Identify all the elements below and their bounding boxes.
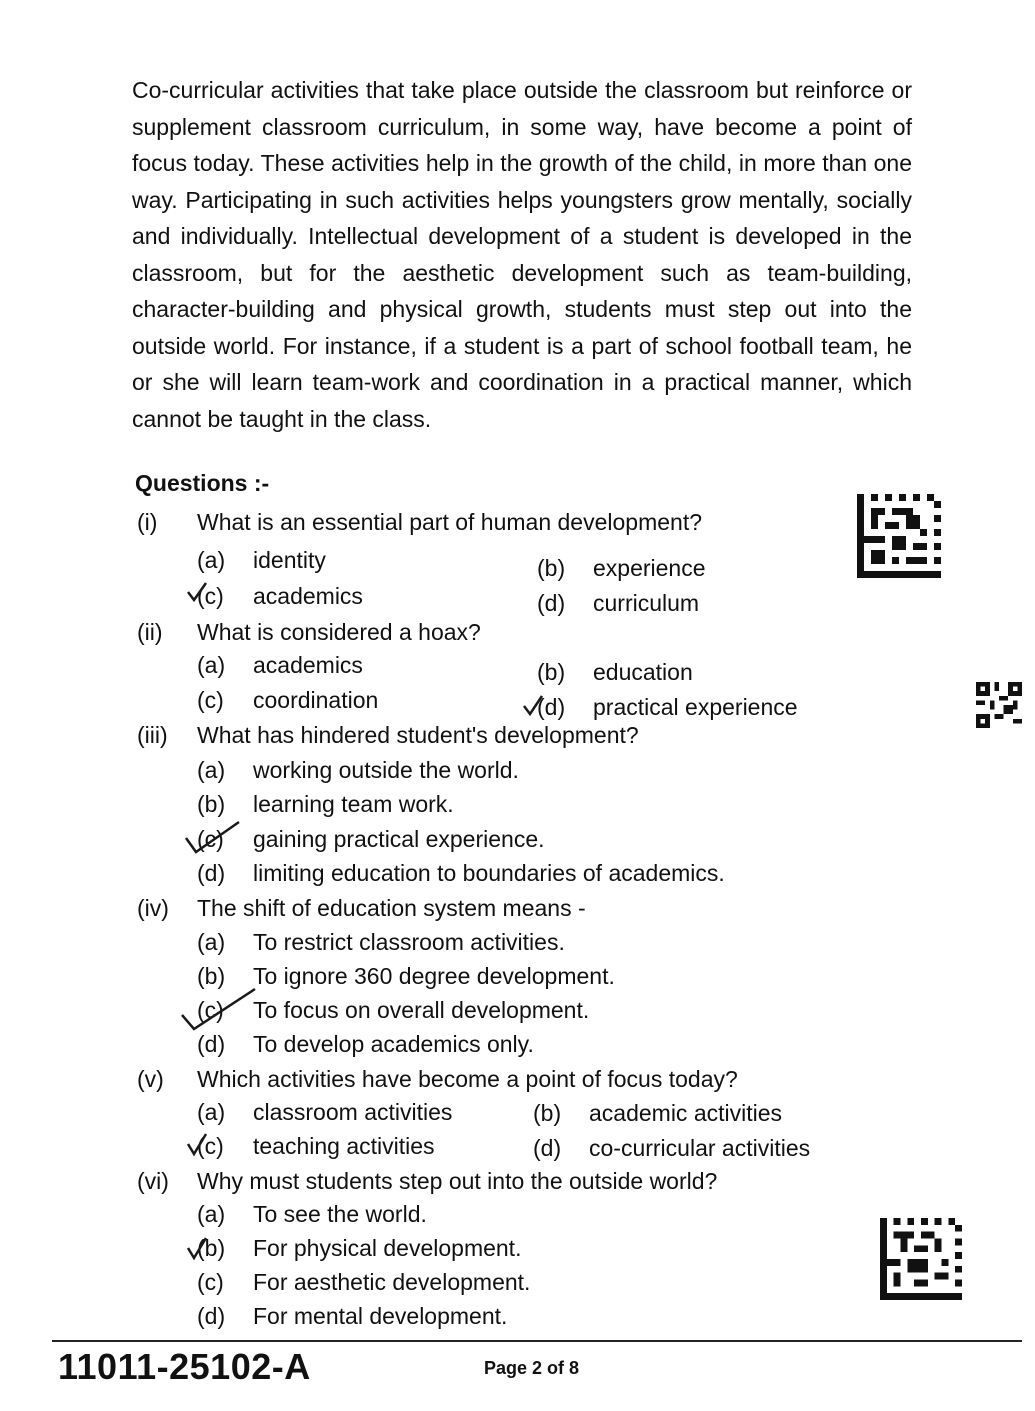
option-text: To ignore 360 degree development. [253, 963, 615, 989]
handwritten-tick-mark [186, 1130, 210, 1158]
footer-divider [52, 1340, 1022, 1342]
handwritten-tick-mark [180, 985, 260, 1035]
option-text: academics [253, 583, 363, 609]
option-5a [197, 1097, 452, 1127]
option-text: classroom activities [253, 1099, 453, 1125]
option-label: (b) [197, 1235, 226, 1261]
question-number: (iv) [137, 895, 169, 921]
question-number: (i) [137, 509, 158, 535]
option-label: (b) [533, 1100, 562, 1126]
option-6a [197, 1199, 427, 1229]
option-text: For aesthetic development. [253, 1269, 531, 1295]
option-3d [197, 858, 725, 888]
option-5c [197, 1131, 435, 1161]
option-label: (c) [197, 1133, 224, 1159]
option-6c [197, 1267, 530, 1297]
option-text: curriculum [593, 590, 700, 616]
question-text: What is considered a hoax? [197, 619, 481, 645]
option-label: (b) [537, 659, 566, 685]
option-5d [533, 1133, 810, 1163]
comprehension-passage: Co-curricular activities that take place outside the classroom but reinforce or supplement classroom curriculum, in some way, have become a point of focus today. These activities help in the growth of the child, in more than one way. Participating in such activities helps youngsters grow mentally, socially and individually. Intellectual development of a student is developed in the classroom, but for the aesthetic development such as team-building, character-building and physical growth, students must step out into the outside world. For instance, if a student is a part of school football team, he or she will learn team-work and coordination in a practical manner, which cannot be taught in the class. [132, 77, 912, 432]
option-label: (b) [197, 963, 226, 989]
handwritten-tick-mark [522, 692, 546, 718]
option-label: (a) [197, 1099, 226, 1125]
option-label: (a) [197, 929, 226, 955]
option-label: (c) [197, 997, 224, 1023]
option-1c [197, 581, 363, 611]
questions-heading: Questions :- [135, 470, 270, 496]
option-label: (d) [197, 1303, 226, 1329]
question-number: (v) [137, 1066, 164, 1092]
datamatrix-barcode-bottom [880, 1218, 962, 1300]
option-label: (a) [197, 757, 226, 783]
option-text: identity [253, 547, 326, 573]
option-3a [197, 755, 519, 785]
option-label: (d) [537, 694, 566, 720]
handwritten-tick-mark [184, 818, 244, 858]
option-label: (a) [197, 1201, 226, 1227]
option-text: learning team work. [253, 791, 454, 817]
option-2b [537, 657, 693, 687]
question-text: What is an essential part of human development? [197, 509, 703, 535]
question-number: (iii) [137, 722, 168, 748]
option-1d [537, 588, 699, 618]
option-text: practical experience [593, 694, 798, 720]
option-text: To restrict classroom activities. [253, 929, 565, 955]
option-text: teaching activities [253, 1133, 435, 1159]
datamatrix-barcode-top [856, 494, 942, 578]
option-text: working outside the world. [253, 757, 519, 783]
option-2c [197, 685, 378, 715]
option-text: coordination [253, 687, 379, 713]
handwritten-tick-mark [186, 1234, 210, 1262]
option-6d [197, 1301, 507, 1331]
question-text: The shift of education system means - [197, 895, 586, 921]
option-text: gaining practical experience. [253, 826, 545, 852]
option-text: To focus on overall development. [253, 997, 590, 1023]
question-number: (ii) [137, 619, 163, 645]
option-1a [197, 545, 326, 575]
page-number: Page 2 of 8 [484, 1358, 580, 1378]
option-3c [197, 824, 545, 854]
option-label: (c) [197, 826, 224, 852]
option-text: For physical development. [253, 1235, 522, 1261]
option-5b [533, 1098, 782, 1128]
option-3b [197, 789, 454, 819]
option-label: (d) [533, 1135, 562, 1161]
option-text: To develop academics only. [253, 1031, 534, 1057]
option-1b [537, 553, 706, 583]
option-text: To see the world. [253, 1201, 427, 1227]
option-text: education [593, 659, 693, 685]
qr-code-side [974, 682, 1024, 728]
question-text: What has hindered student's development? [197, 722, 639, 748]
option-2d [537, 692, 798, 722]
option-4a [197, 927, 565, 957]
option-label: (c) [197, 1269, 224, 1295]
option-text: academics [253, 652, 363, 678]
handwritten-tick-mark [186, 580, 208, 606]
option-label: (d) [537, 590, 566, 616]
question-number: (vi) [137, 1168, 169, 1194]
option-text: For mental development. [253, 1303, 508, 1329]
question-text: Why must students step out into the outside world? [197, 1168, 718, 1194]
option-6b [197, 1233, 521, 1263]
option-label: (d) [197, 860, 226, 886]
option-label: (d) [197, 1031, 226, 1057]
option-text: academic activities [589, 1100, 783, 1126]
option-label: (b) [537, 555, 566, 581]
option-2a [197, 650, 363, 680]
option-label: (c) [197, 687, 224, 713]
option-label: (a) [197, 547, 226, 573]
option-label: (a) [197, 652, 226, 678]
option-label: (c) [197, 583, 224, 609]
option-text: experience [593, 555, 706, 581]
option-text: co-curricular activities [589, 1135, 811, 1161]
question-text: Which activities have become a point of focus today? [197, 1066, 738, 1092]
paper-code: 11011-25102-A [58, 1346, 311, 1387]
option-label: (b) [197, 791, 226, 817]
option-text: limiting education to boundaries of academics. [253, 860, 725, 886]
